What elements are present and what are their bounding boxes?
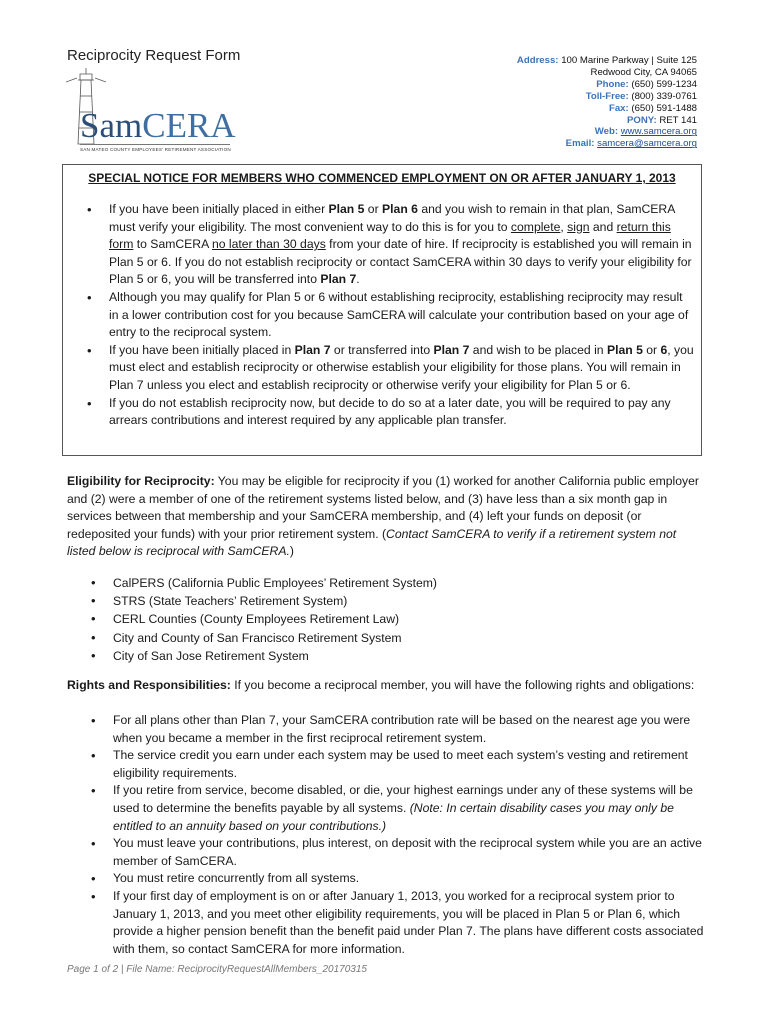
web-label: Web: (594, 126, 619, 138)
list-item: • CalPERS (California Public Employees’ Retirement System) (113, 574, 673, 592)
eligibility-paragraph: Eligibility for Reciprocity: You may be eligible for reciprocity if you (1) worked for another California public employer and (2) were a member of one of the retirement systems listed below, and (3) have less than a six month gap in services between that membership and your SamCERA membership, and (4) left your funds on deposit (or redeposited your funds) with your prior retirement system. (Contact SamCERA to verify if a retirement system not listed below is reciprocal with SamCERA.) (67, 474, 699, 559)
list-item: • If your first day of employment is on or after January 1, 2013, you worked for a reciprocal system prior to January 1, 2013, and you meet other eligibility requirements, you will be placed in Plan 5 or Plan 6, which provide a higher pension benefit than the benefit paid under Plan 7. The plans have different costs associated with them, so contact SamCERA for more information. (113, 888, 708, 958)
rights-list (113, 712, 708, 958)
logo-wordmark (80, 106, 236, 146)
tollfree-label: Toll-Free: (585, 90, 629, 102)
list-item: • City of San Jose Retirement System (113, 647, 673, 665)
rights-label: Rights and Responsibilities: (67, 678, 231, 692)
list-item: • You must retire concurrently from all systems. (113, 870, 708, 888)
logo-text-cera: CERA (142, 106, 236, 145)
address-label: Address: (516, 55, 559, 66)
logo-subtitle: SAN MATEO COUNTY EMPLOYEES' RETIREMENT ASSOCIATION (80, 144, 230, 152)
pony-label: PONY: (626, 114, 657, 126)
tollfree-number: (800) 339-0761 (631, 90, 697, 102)
notice-item-1: • If you have been initially placed in either Plan 5 or Plan 6 and you wish to remain in that plan, SamCERA must verify your eligibility. The most convenient way to do this is for you to complete, sign and return this form to SamCERA no later than 30 days from your date of hire. If reciprocity is established you will remain in Plan 5 or 6. If you do not establish reciprocity or contact SamCERA within 30 days to verify your eligibility for Plan 5 or 6, you will be transferred into Plan 7. (109, 201, 694, 289)
list-item: • CERL Counties (County Employees Retirement Law) (113, 610, 673, 628)
contact-block (337, 55, 697, 150)
phone-label: Phone: (596, 78, 629, 90)
notice-list (109, 201, 694, 430)
email-label: Email: (565, 138, 595, 150)
logo-text-sam: Sam (80, 106, 143, 145)
list-item: • The service credit you earn under each system may be used to meet each system’s vesting and retirement eligibility requirements. (113, 747, 708, 782)
fax-label: Fax: (608, 102, 629, 114)
notice-item-2: • Although you may qualify for Plan 5 or 6 without establishing reciprocity, establishing reciprocity may result in a lower contribution cost for you because SamCERA will calculate your contribution based on your age of entry to the reciprocal system. (109, 289, 694, 342)
list-item: • You must leave your contributions, plus interest, on deposit with the reciprocal system while you are an active member of SamCERA. (113, 835, 708, 870)
list-item: • City and County of San Francisco Retirement System (113, 629, 673, 647)
pony-code: RET 141 (659, 114, 697, 126)
rights-intro: Rights and Responsibilities: If you become a reciprocal member, you will have the following rights and obligations: (67, 678, 695, 692)
fax-number: (650) 591-1488 (631, 102, 697, 114)
samcera-logo (66, 66, 236, 156)
special-notice-box (62, 164, 702, 456)
address-line1: 100 Marine Parkway | Suite 125 (561, 55, 697, 66)
notice-item-3: • If you have been initially placed in Plan 7 or transferred into Plan 7 and wish to be placed in Plan 5 or 6, you must elect and establish reciprocity or otherwise establish your eligibility for those plans. You will remain in Plan 7 unless you elect and establish reciprocity or otherwise verify your eligibility for Plan 5 or 6. (109, 342, 694, 395)
page-footer: Page 1 of 2 | File Name: ReciprocityRequestAllMembers_20170315 (67, 964, 367, 975)
address-line2: Redwood City, CA 94065 (590, 66, 697, 78)
notice-heading: SPECIAL NOTICE FOR MEMBERS WHO COMMENCED EMPLOYMENT ON OR AFTER JANUARY 1, 2013 (88, 171, 676, 185)
list-item: • For all plans other than Plan 7, your SamCERA contribution rate will be based on the nearest age you were when you became a member in the first reciprocal retirement system. (113, 712, 708, 747)
eligibility-label: Eligibility for Reciprocity: (67, 474, 215, 488)
retirement-systems-list (113, 574, 673, 665)
web-link[interactable]: www.samcera.org (620, 126, 697, 138)
notice-item-4: • If you do not establish reciprocity now, but decide to do so at a later date, you will be required to pay any arrears contributions and interest required by any applicable plan transfer. (109, 395, 694, 430)
phone-number: (650) 599-1234 (631, 78, 697, 90)
form-title: Reciprocity Request Form (67, 47, 241, 64)
list-item: • If you retire from service, become disabled, or die, your highest earnings under any of these systems will be used to determine the benefits payable by all systems. (Note: In certain disability cases you may only be entitled to an annuity based on your contributions.) (113, 782, 708, 835)
email-link[interactable]: samcera@samcera.org (597, 138, 697, 150)
list-item: • STRS (State Teachers’ Retirement System) (113, 592, 673, 610)
